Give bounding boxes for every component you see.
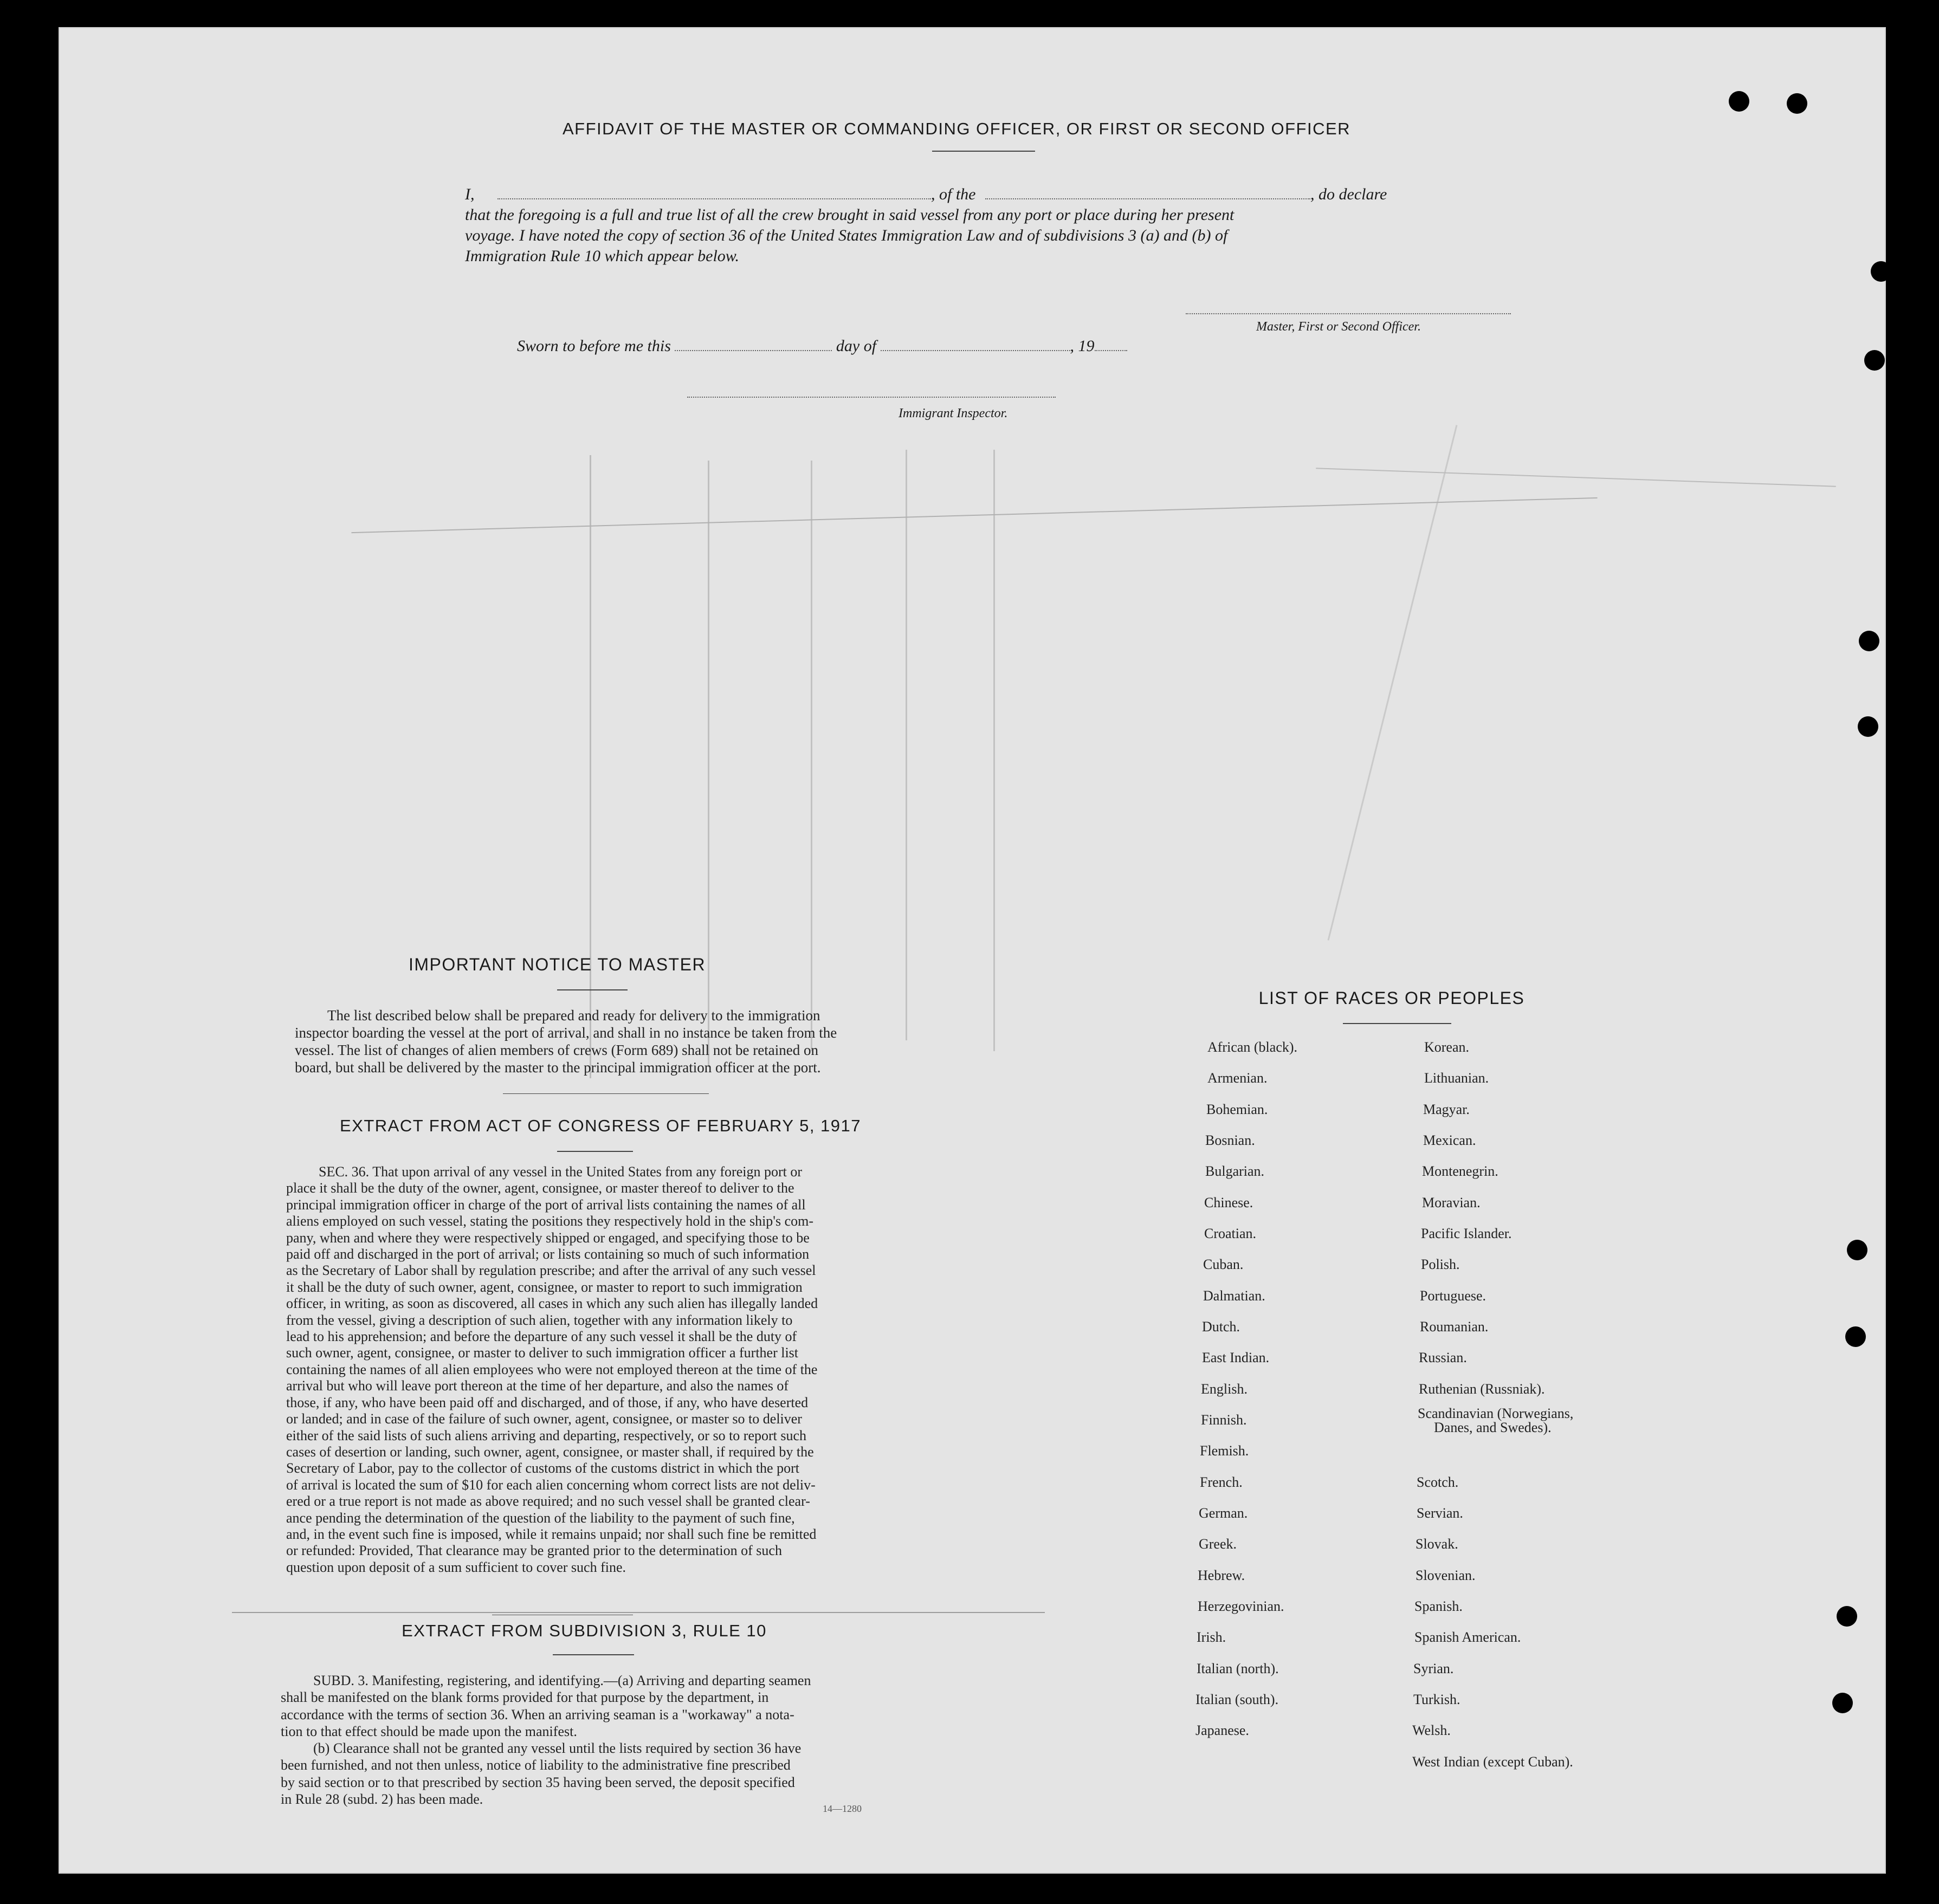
form-number: 14—1280	[823, 1803, 862, 1814]
race-item: Ruthenian (Russniak).	[1419, 1381, 1545, 1397]
inspector-line	[687, 397, 1056, 398]
race-item: Roumanian.	[1420, 1319, 1489, 1335]
race-item: Greek.	[1199, 1536, 1237, 1552]
document-page	[59, 27, 1886, 1874]
punch-hole	[1832, 1693, 1853, 1713]
race-item: Slovak.	[1416, 1536, 1458, 1552]
notice-rule	[557, 989, 628, 990]
race-item: German.	[1199, 1505, 1248, 1521]
rule-rule	[553, 1654, 634, 1655]
punch-hole	[1858, 716, 1878, 737]
race-item: Servian.	[1417, 1505, 1463, 1521]
punch-hole	[1847, 1240, 1867, 1260]
rule-line: accordance with the terms of section 36. When an arriving seaman is a "workaway" a nota-	[281, 1706, 794, 1722]
race-item: African (black).	[1207, 1039, 1298, 1055]
act-line: such owner, agent, consignee, or master to deliver to such immigration officer a further list	[286, 1345, 799, 1361]
act-line: of arrival is located the sum of $10 for each alien concerning whom correct lists are not deliv-	[286, 1476, 816, 1493]
act-line: or landed; and in case of the failure of such owner, agent, consignee, or master so to deliver	[286, 1411, 802, 1427]
act-line: pany, when and where they were respectively shipped or engaged, and specifying those to be	[286, 1229, 810, 1246]
race-item: English.	[1201, 1381, 1248, 1397]
notice-line: The list described below shall be prepared and ready for delivery to the immigration	[327, 1007, 820, 1024]
sworn-line	[517, 337, 1127, 355]
day-of-label: day of	[836, 337, 877, 355]
punch-hole	[1729, 91, 1749, 112]
race-item: Dalmatian.	[1203, 1288, 1265, 1304]
race-item: Cuban.	[1203, 1257, 1244, 1272]
act-line: SEC. 36. That upon arrival of any vessel in the United States from any foreign port or	[319, 1164, 802, 1180]
act-line: containing the names of all alien employees who were not employed thereon at the time of the	[286, 1361, 818, 1377]
race-item: Slovenian.	[1416, 1568, 1476, 1583]
act-line: ance pending the determination of the question of the liability to the payment of such fine,	[286, 1510, 795, 1526]
race-item: Spanish.	[1414, 1598, 1463, 1614]
act-line: or refunded: Provided, That clearance may be granted prior to the determination of such	[286, 1543, 782, 1559]
race-item: West Indian (except Cuban).	[1412, 1754, 1573, 1770]
race-item: Korean.	[1424, 1039, 1470, 1055]
signature-caption: Master, First or Second Officer.	[1256, 320, 1421, 334]
punch-hole	[1859, 631, 1879, 651]
notice-title: IMPORTANT NOTICE TO MASTER	[408, 955, 706, 974]
notice-body	[295, 1007, 978, 1076]
notice-line: board, but shall be delivered by the master to the principal immigration officer at the port.	[295, 1059, 821, 1076]
race-item: Syrian.	[1413, 1661, 1454, 1676]
year-label: , 19	[1070, 337, 1095, 355]
race-item: Russian.	[1419, 1350, 1467, 1365]
rule-line: been furnished, and not then unless, notice of liability to the administrative fine prescribed	[281, 1757, 791, 1773]
act-rule	[557, 1151, 633, 1152]
notice-line: inspector boarding the vessel at the port of arrival, and shall in no instance be taken from the	[295, 1025, 837, 1041]
affidavit-line-1	[465, 185, 1387, 204]
punch-hole	[1871, 261, 1891, 282]
punch-hole	[1845, 1326, 1866, 1347]
race-item: Pacific Islander.	[1421, 1226, 1512, 1241]
race-item: Bohemian.	[1206, 1102, 1268, 1117]
race-item: Polish.	[1421, 1257, 1460, 1272]
race-item: Scandinavian (Norwegians,	[1418, 1406, 1574, 1421]
inspector-caption: Immigrant Inspector.	[899, 406, 1008, 420]
act-line: either of the said lists of such aliens arriving and departing, respectively, or so to report such	[286, 1427, 807, 1443]
act-body	[286, 1164, 974, 1576]
race-item: Lithuanian.	[1424, 1070, 1489, 1086]
rule-line: shall be manifested on the blank forms provided for that purpose by the department, in	[281, 1689, 769, 1706]
race-item: Scotch.	[1417, 1474, 1459, 1490]
act-line: question upon deposit of a sum sufficient to cover such fine.	[286, 1559, 626, 1575]
rule-line: (b) Clearance shall not be granted any vessel until the lists required by section 36 have	[313, 1740, 802, 1757]
act-line: Secretary of Labor, pay to the collector of customs of the customs district in which the port	[286, 1460, 799, 1476]
notice-line: vessel. The list of changes of alien members of crews (Form 689) shall not be retained on	[295, 1042, 818, 1058]
race-item: Croatian.	[1204, 1226, 1257, 1241]
race-item: Moravian.	[1422, 1195, 1481, 1210]
race-item: Herzegovinian.	[1198, 1598, 1284, 1614]
affidavit-line-2: that the foregoing is a full and true list of all the crew brought in said vessel from any port or place during her present	[465, 206, 1235, 224]
race-item: Hebrew.	[1198, 1568, 1245, 1583]
race-item: Dutch.	[1202, 1319, 1240, 1335]
rule-line: SUBD. 3. Manifesting, registering, and identifying.—(a) Arriving and departing seamen	[313, 1673, 811, 1688]
rule-line: by said section or to that prescribed by section 35 having been served, the deposit specified	[281, 1774, 795, 1790]
rule-line: tion to that effect should be made upon the manifest.	[281, 1723, 577, 1739]
punch-hole	[1864, 350, 1885, 371]
rule-body	[281, 1672, 965, 1808]
race-item: Spanish American.	[1414, 1629, 1521, 1645]
act-line: those, if any, who have been paid off and discharged, and of those, if any, who have deserted	[286, 1394, 809, 1410]
race-item: Montenegrin.	[1422, 1163, 1498, 1179]
race-item: Finnish.	[1201, 1412, 1247, 1428]
act-line: ered or a true report is not made as above required; and no such vessel shall be granted clear-	[286, 1493, 810, 1510]
affidavit-title: AFFIDAVIT OF THE MASTER OR COMMANDING OFFICER, OR FIRST OR SECOND OFFICER	[563, 119, 1351, 138]
race-item: Italian (south).	[1195, 1692, 1279, 1707]
affidavit-do-declare: , do declare	[1310, 185, 1387, 203]
race-item: East Indian.	[1202, 1350, 1270, 1365]
race-item: Japanese.	[1195, 1722, 1249, 1738]
punch-hole	[1837, 1606, 1857, 1627]
act-line: lead to his apprehension; and before the departure of any such vessel it shall be the duty of	[286, 1329, 797, 1345]
affidavit-of-the: , of the	[931, 185, 976, 203]
act-line: arrival but who will leave port thereon at the time of her departure, and also the names of	[286, 1378, 788, 1394]
act-line: principal immigration officer in charge of the port of arrival lists containing the names of all	[286, 1196, 806, 1213]
races-title: LIST OF RACES OR PEOPLES	[1258, 988, 1525, 1008]
act-line: it shall be the duty of such owner, agent, consignee, or master to report to such immigration	[286, 1279, 803, 1295]
act-line: as the Secretary of Labor shall by regulation prescribe; and after the arrival of any such vessel	[286, 1262, 816, 1279]
race-item: Portuguese.	[1420, 1288, 1486, 1304]
sworn-label: Sworn to before me this	[517, 337, 671, 355]
races-rule	[1343, 1023, 1451, 1024]
bleed-through-long-rule	[232, 1612, 1045, 1613]
race-item: Welsh.	[1412, 1722, 1451, 1738]
affidavit-line-4: Immigration Rule 10 which appear below.	[465, 247, 740, 265]
affidavit-i-label: I,	[465, 185, 475, 203]
rule-title: EXTRACT FROM SUBDIVISION 3, RULE 10	[402, 1621, 767, 1640]
race-item: Magyar.	[1423, 1102, 1470, 1117]
race-item: Bulgarian.	[1205, 1163, 1265, 1179]
signature-line	[1186, 313, 1511, 314]
punch-hole	[1787, 93, 1807, 114]
race-item: Italian (north).	[1197, 1661, 1279, 1676]
race-item: French.	[1200, 1474, 1243, 1490]
act-line: officer, in writing, as soon as discovered, all cases in which any such alien has illegally landed	[286, 1296, 818, 1312]
race-item: Danes, and Swedes).	[1434, 1420, 1552, 1435]
act-line: cases of desertion or landing, such owner, agent, consignee, or master shall, if required by the	[286, 1443, 814, 1460]
race-item: Irish.	[1197, 1629, 1226, 1645]
race-item: Bosnian.	[1205, 1132, 1255, 1148]
act-line: aliens employed on such vessel, stating the positions they respectively hold in the ship's com-	[286, 1213, 814, 1229]
act-line: paid off and discharged in the port of arrival; or lists containing so much of such information	[286, 1246, 810, 1262]
act-title: EXTRACT FROM ACT OF CONGRESS OF FEBRUARY 5, 1917	[339, 1116, 862, 1135]
rule-line: in Rule 28 (subd. 2) has been made.	[281, 1791, 483, 1808]
section-divider	[503, 1093, 709, 1094]
act-line: place it shall be the duty of the owner, agent, consignee, or master thereof to deliver to the	[286, 1180, 794, 1196]
affidavit-line-3: voyage. I have noted the copy of section 36 of the United States Immigration Law and of subdivisions 3 (a) and (b) of	[465, 226, 1228, 244]
act-line: and, in the event such fine is imposed, while it remains unpaid; nor shall such fine be remitted	[286, 1526, 817, 1542]
title-rule	[932, 151, 1035, 152]
race-item: Chinese.	[1204, 1195, 1253, 1210]
race-item: Turkish.	[1413, 1692, 1460, 1707]
race-item: Flemish.	[1200, 1443, 1249, 1459]
act-line: from the vessel, giving a description of such alien, together with any information likely to	[286, 1312, 793, 1328]
race-item: Armenian.	[1207, 1070, 1268, 1086]
race-item: Mexican.	[1423, 1132, 1476, 1148]
